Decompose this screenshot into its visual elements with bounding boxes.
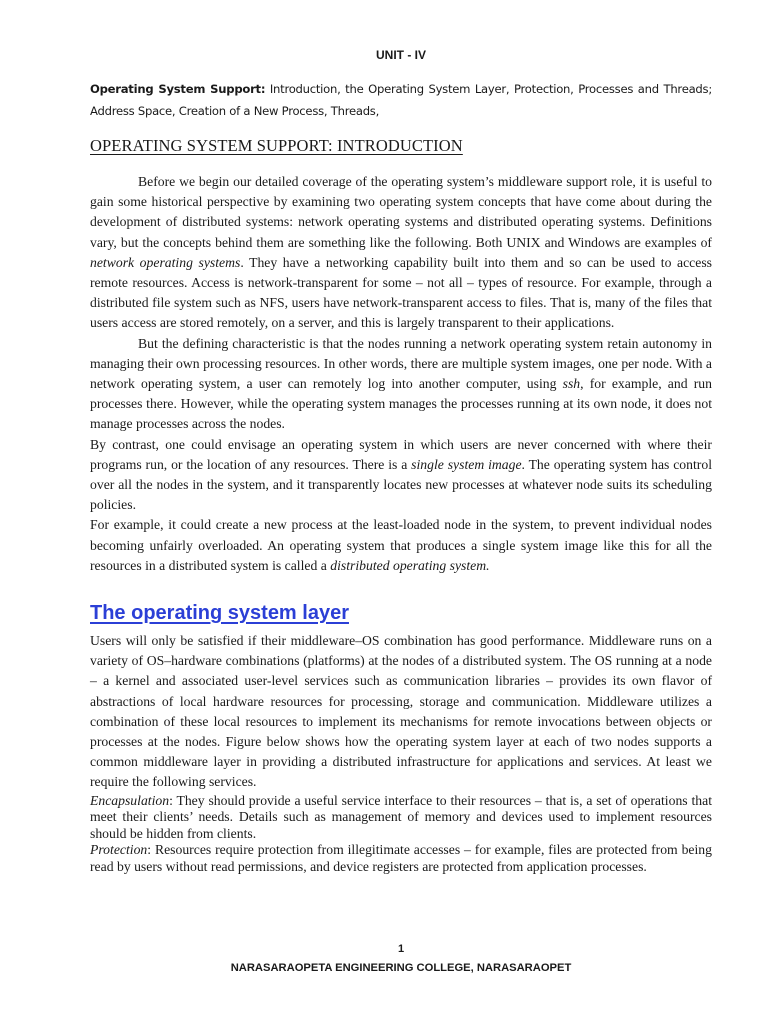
os-layer-section-title: The operating system layer [90, 602, 349, 624]
intro-paragraph-4 [90, 515, 712, 576]
page-number: 1 [397, 943, 405, 955]
intro-p3-text-a: By contrast, one could envisage an operating system in which users are never concerned with where their programs run, or the location of any resources. There is a [90, 436, 712, 472]
intro-p2-emphasis: ssh [562, 376, 581, 392]
protection-text: : Resources require protection from illegitimate accesses – for example, files are protected from being read by users without read permissions, and device registers are protected from application processes. [90, 842, 712, 874]
intro-p3-emphasis: single system image [411, 456, 522, 472]
protection-term: Protection [90, 842, 148, 858]
document-page [90, 0, 712, 1024]
syllabus-topics: Introduction, the Operating System Layer, Protection, Processes and Threads; Address Space, Creation of a New Process, Threads, [90, 82, 712, 118]
intro-p1-text-b: . They have a networking capability built into them and so can be used to access remote resources. Access is network-transparent for some – not all – types of resource. For example, through a distributed file system such as NFS, users have network-transparent access to files. That is, many of the files that users access are stored remotely, on a server, and this is largely transparent to their applications. [90, 254, 712, 331]
intro-p2-text-a: But the defining characteristic is that the nodes running a network operating system retain autonomy in managing their own processing resources. In other words, there are multiple system images, one per node. With a network operating system, a user can remotely log into another computer, using [90, 335, 712, 392]
syllabus-lead: Operating System Support: [90, 82, 266, 96]
intro-section-title: OPERATING SYSTEM SUPPORT: INTRODUCTION [90, 136, 463, 155]
encapsulation-paragraph [90, 793, 712, 843]
intro-p3-text-b: . The operating system has control over all the nodes in the system, and it transparently locates new processes at whatever node suits its scheduling policies. [90, 456, 713, 513]
intro-paragraph-2 [90, 334, 712, 435]
unit-heading: UNIT - IV [376, 48, 426, 62]
encapsulation-term: Encapsulation [90, 792, 170, 808]
intro-p2-text-b: , for example, and run processes there. However, while the operating system manages the processes running at its own node, it does not manage processes across the nodes. [90, 376, 712, 432]
intro-paragraph-3 [90, 435, 712, 516]
intro-p4-text-a: For example, it could create a new process at the least-loaded node in the system, to prevent individual nodes becoming unfairly overloaded. An operating system that produces a single system image like this for all the resources in a distributed system is called a [90, 517, 712, 573]
syllabus-paragraph [90, 78, 712, 122]
os-layer-paragraph-1: Users will only be satisfied if their middleware–OS combination has good performance. Middleware runs on a variety of OS–hardware combinations (platforms) at the nodes of a distributed system. The OS running at a node – a kernel and associated user-level services such as communication libraries – provides its own flavor of abstractions of local hardware resources for processing, storage and communication. Middleware utilizes a combination of these local resources to implement its mechanisms for remote invocations between objects or processes at the nodes. Figure below shows how the operating system layer at each of two nodes supports a common middleware layer in providing a distributed infrastructure for applications and services. At least we require the following services. [90, 633, 712, 790]
os-layer-body [90, 631, 712, 875]
college-footer: NARASARAOPETA ENGINEERING COLLEGE, NARASARAOPET [230, 962, 572, 974]
intro-p1-text-a: Before we begin our detailed coverage of the operating system’s middleware support role, it is useful to gain some historical perspective by examining two operating system concepts that have come about during the development of distributed systems: network operating systems and distributed operating systems. Definitions vary, but the concepts behind them are something like the following. Both UNIX and Windows are examples of [90, 174, 712, 250]
encapsulation-text: : They should provide a useful service interface to their resources – that is, a set of operations that meet their clients’ needs. Details such as management of memory and devices used to implement resources should be hidden from clients. [90, 792, 712, 841]
intro-p4-emphasis: distributed operating system. [330, 557, 490, 573]
intro-paragraph-1 [90, 172, 712, 334]
intro-body [90, 172, 712, 576]
intro-p1-emphasis: network operating systems [90, 254, 241, 270]
protection-paragraph [90, 842, 712, 875]
